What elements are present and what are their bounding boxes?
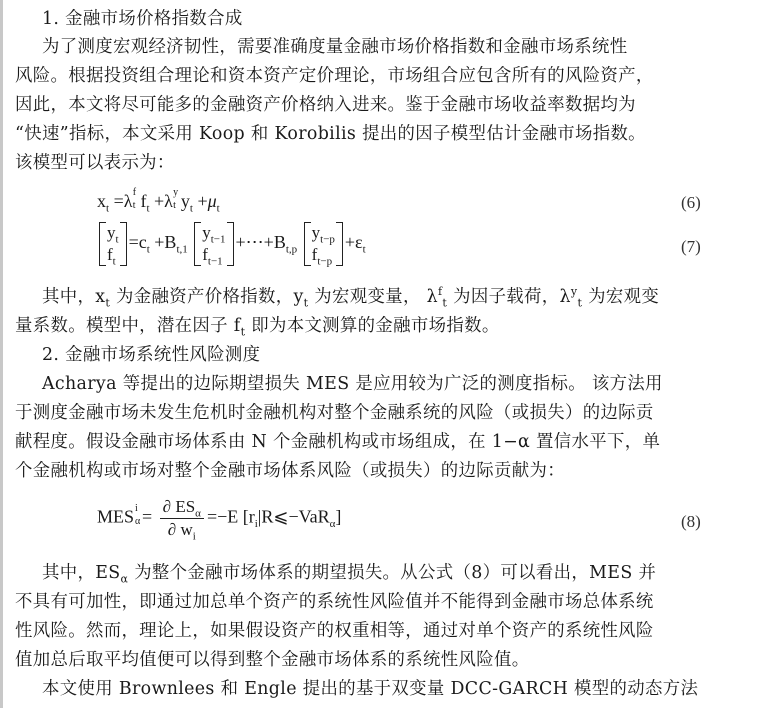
section-1-heading: 1. 金融市场价格指数合成 [42,9,243,29]
equation-6-number: (6) [681,193,701,212]
c-sub: t [146,243,150,256]
sub: t [577,296,583,310]
paragraph-line [42,562,753,584]
vector-yt-ft [99,222,127,266]
paragraph-line: Acharya 等提出的边际期望损失 MES 是应用较为广泛的测度指标。 该方法用 [42,374,663,394]
sub: α [120,572,129,586]
lambda-f-sup: f [132,187,137,198]
equation-7 [97,222,366,266]
paragraph-line: 献程度。假设金融市场体系由 N 个金融机构或市场组成，在 1−α 置信水平下，单 [15,432,661,452]
vec-sub: t−1 [210,233,226,246]
explanation-line-2 [15,315,753,337]
eq6-mu-sub: t [216,202,220,215]
eq8-condition: |R⩽−VaR [257,506,330,527]
vec-f: f [311,245,318,264]
eps-sub: t [362,243,366,256]
equation-6 [97,187,220,215]
paragraph-line: 不具有可加性，即通过加总单个资产的系统性风险值并不能得到金融市场总体系统 [15,592,654,612]
section-2-heading: 2. 金融市场系统性风险测度 [42,345,261,365]
lambda-f: λ f t [123,187,137,211]
text: 为因子载荷，λ [447,287,571,307]
paragraph-line: 为了测度宏观经济韧性，需要准确度量金融市场价格指数和金融市场系统性 [42,37,628,57]
sub: t [303,296,309,310]
text: 为宏观变 [582,287,660,307]
fraction-denominator [160,519,204,543]
equation-8 [97,497,342,543]
text: 量系数。模型中，潜在因子 f [15,316,241,336]
eq6-mu: μ [207,191,217,211]
vec-sub: t−p [317,255,333,268]
eq6-lhs: x [97,191,106,211]
paragraph-line: 因此，本文将尽可能多的金融资产价格纳入进来。鉴于金融市场收益率数据均为 [15,95,636,115]
text: 为整个金融市场体系的期望损失。从公式（8）可以看出，MES 并 [128,563,657,583]
paragraph-line: 风险。根据投资组合理论和资本资产定价理论，市场组合应包含所有的风险资产， [15,66,654,86]
eq6-equals: = [113,191,124,211]
sub: t [442,296,448,310]
vec-f: f [202,245,208,264]
lambda-y-sub: t [173,200,176,211]
cond-sub: α [329,518,336,531]
vec-sub: t−1 [207,255,223,268]
text: 其中，x [42,287,106,307]
paragraph-line: 个金融机构或市场对整个金融市场体系风险（或损失）的边际贡献为： [15,461,565,481]
text: 即为本文测算的金融市场指数。 [245,316,500,336]
eq6-y-sub: t [189,202,193,215]
eq7-B1: +B [154,232,177,253]
rhs-sub: i [254,518,258,531]
mes-sub: α [135,515,141,527]
vec-y: y [107,223,116,242]
equation-8-number: (8) [681,512,701,531]
equation-7-number: (7) [681,237,701,256]
lambda-f-sub: t [132,200,136,211]
eq6-lhs-sub: t [106,202,110,215]
text: 为宏观变量， λ [308,287,438,307]
sup: f [438,285,443,299]
eq6-f: f [140,191,147,211]
fraction-numerator [160,497,204,519]
eq7-equals-c: =c [128,232,147,253]
paragraph-line: 本文使用 Brownlees 和 Engle 提出的基于双变量 DCC-GARCH 模型的动态方法 [42,679,699,699]
paragraph-line: 值加总后取平均值便可以得到整个金融市场体系的系统性风险值。 [15,650,530,670]
vector-lag-1 [194,222,233,266]
text: 其中，ES [42,563,121,583]
sub: t [240,325,246,339]
num-text: ∂ ES [162,497,196,516]
Bp-sub: t,p [285,243,298,256]
num-sub: α [195,507,201,520]
eq8-close: ] [335,506,342,527]
sup: y [570,285,578,299]
vec-sub: t [112,255,116,268]
sub: t [105,296,111,310]
eq8-equals: = [142,506,153,527]
mes-sup: i [135,502,138,514]
lambda-y-sup: y [173,187,179,198]
den-sub: i [192,530,196,543]
mes: MES [97,506,135,527]
vec-sub: t−p [320,233,335,246]
partial-fraction [160,497,204,543]
vec-y: y [202,223,211,242]
paragraph-line: “快速”指标，本文采用 Koop 和 Korobilis 提出的因子模型估计金融市场指数。 [15,124,646,144]
eq6-plus: + [197,191,208,211]
eq8-rhs: =−E [r [206,506,255,527]
vec-f: f [107,245,113,264]
paragraph-line: 性风险。然而，理论上，如果假设资产的权重相等，通过对单个资产的系统性风险 [15,621,654,641]
explanation-line-1 [42,286,753,308]
eq6-y: y [180,191,190,211]
lambda-y: λ y t [164,187,179,211]
vec-sub: t [115,233,119,246]
mes-indices [134,502,142,528]
den-text: ∂ w [167,520,193,539]
eq6-f-sub: t [146,202,150,215]
vec-y: y [311,223,321,242]
eq7-epsilon: +ε [344,232,363,253]
B1-sub: t,1 [176,243,188,256]
paragraph-line: 于测度金融市场未发生危机时金融机构对整个金融系统的风险（或损失）的边际贡 [15,403,654,423]
vector-lag-p [304,222,343,266]
paragraph-line: 该模型可以表示为： [15,153,175,173]
text: 为金融资产价格指数，y [110,287,304,307]
eq6-plus: + [154,191,165,211]
eq7-dots-Bp: +⋯+B [235,232,286,253]
